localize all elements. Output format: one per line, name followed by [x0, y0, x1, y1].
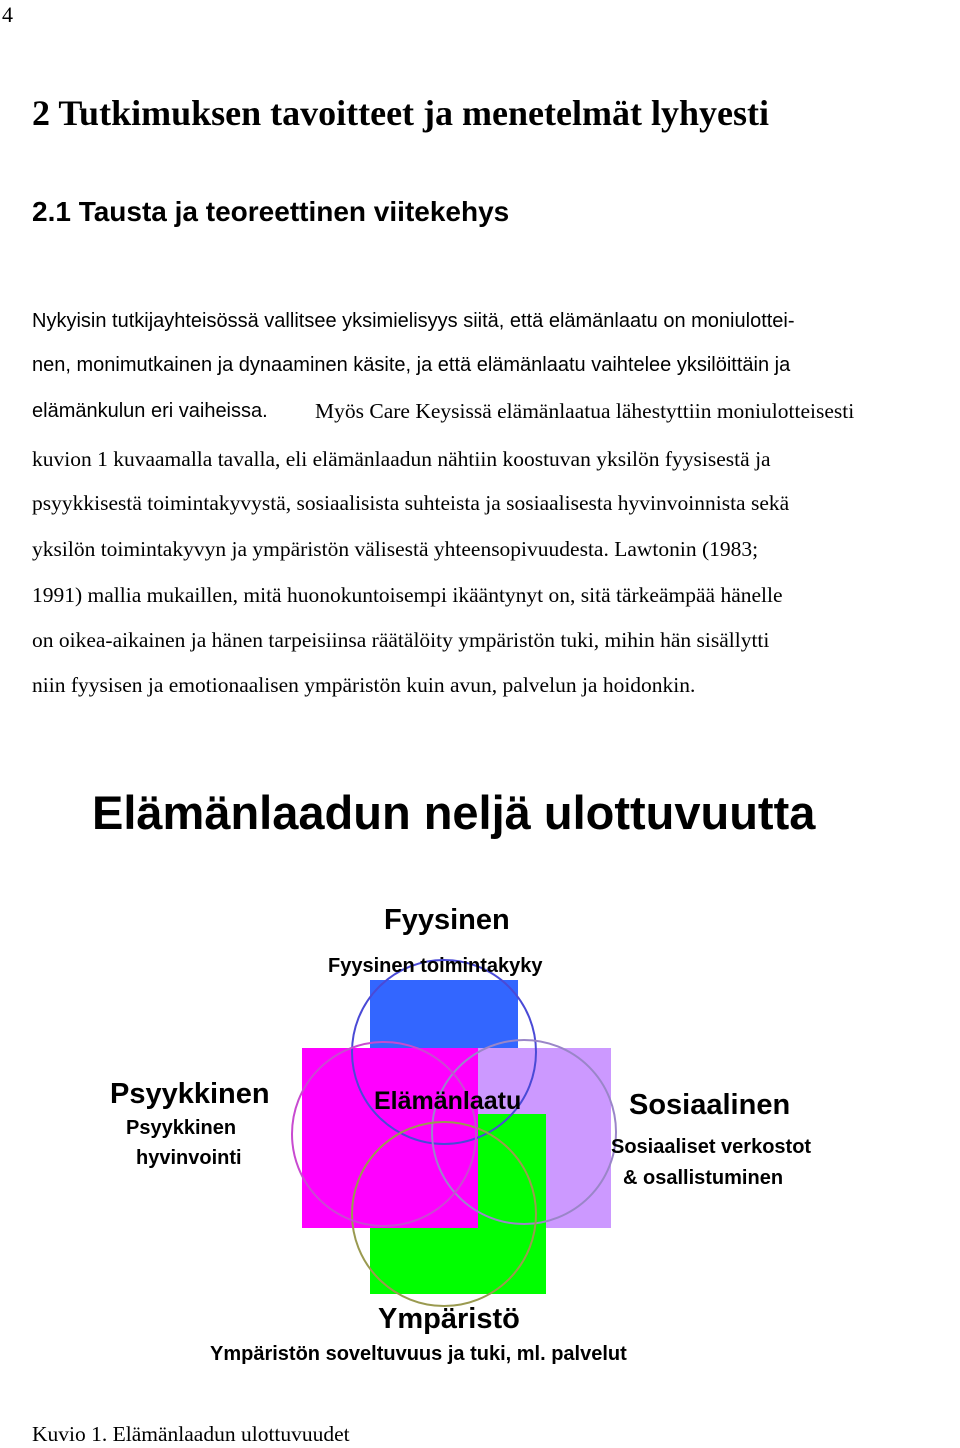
- physical-subtitle: Fyysinen toimintakyky: [328, 955, 543, 977]
- paragraph-line: niin fyysisen ja emotionaalisen ympäristön kuin avun, palvelun ja hoidonkin.: [32, 673, 696, 697]
- paragraph-line: Myös Care Keysissä elämänlaatua lähestyttiin moniulotteisesti: [315, 399, 855, 423]
- environment-subtitle: Ympäristön soveltuvuus ja tuki, ml. palvelut: [210, 1343, 627, 1365]
- paragraph-line: 1991) mallia mukaillen, mitä huonokuntoisempi ikääntynyt on, sitä tärkeämpää hänelle: [32, 583, 783, 607]
- social-subtitle-line2: & osallistuminen: [623, 1167, 784, 1189]
- psychological-subtitle-line1: Psyykkinen: [126, 1117, 237, 1139]
- paragraph-line: yksilön toimintakyvyn ja ympäristön välisestä yhteensopivuudesta. Lawtonin (1983;: [32, 537, 759, 561]
- environment-title: Ympäristö: [378, 1303, 520, 1335]
- section-title: 2.1 Tausta ja teoreettinen viitekehys: [32, 196, 510, 227]
- chapter-title: 2 Tutkimuksen tavoitteet ja menetelmät lyhyesti: [32, 93, 769, 133]
- center-label: Elämänlaatu: [374, 1087, 522, 1115]
- physical-title: Fyysinen: [384, 904, 510, 936]
- psychological-subtitle-line2: hyvinvointi: [136, 1147, 242, 1169]
- paragraph-line: psyykkisestä toimintakyvystä, sosiaalisista suhteista ja sosiaalisesta hyvinvoinnista sekä: [32, 491, 790, 515]
- psychological-title: Psyykkinen: [110, 1078, 270, 1110]
- page-number: 4: [2, 2, 13, 27]
- social-subtitle-line1: Sosiaaliset verkostot: [611, 1136, 812, 1158]
- paragraph-line: kuvion 1 kuvaamalla tavalla, eli elämänlaadun nähtiin koostuvan yksilön fyysisestä ja: [32, 447, 771, 471]
- paragraph-line: Nykyisin tutkijayhteisössä vallitsee yksimielisyys siitä, että elämänlaatu on moniulottei-: [32, 310, 795, 332]
- social-title: Sosiaalinen: [629, 1089, 791, 1121]
- paragraph-line: on oikea-aikainen ja hänen tarpeisiinsa räätälöity ympäristön tuki, mihin hän sisällytti: [32, 628, 770, 652]
- figure-title: Elämänlaadun neljä ulottuvuutta: [92, 786, 816, 839]
- figure-caption: Kuvio 1. Elämänlaadun ulottuvuudet: [32, 1422, 350, 1446]
- paragraph-line: elämänkulun eri vaiheissa.: [32, 400, 268, 422]
- paragraph-line: nen, monimutkainen ja dynaaminen käsite, ja että elämänlaatu vaihtelee yksilöittäin ja: [32, 354, 791, 376]
